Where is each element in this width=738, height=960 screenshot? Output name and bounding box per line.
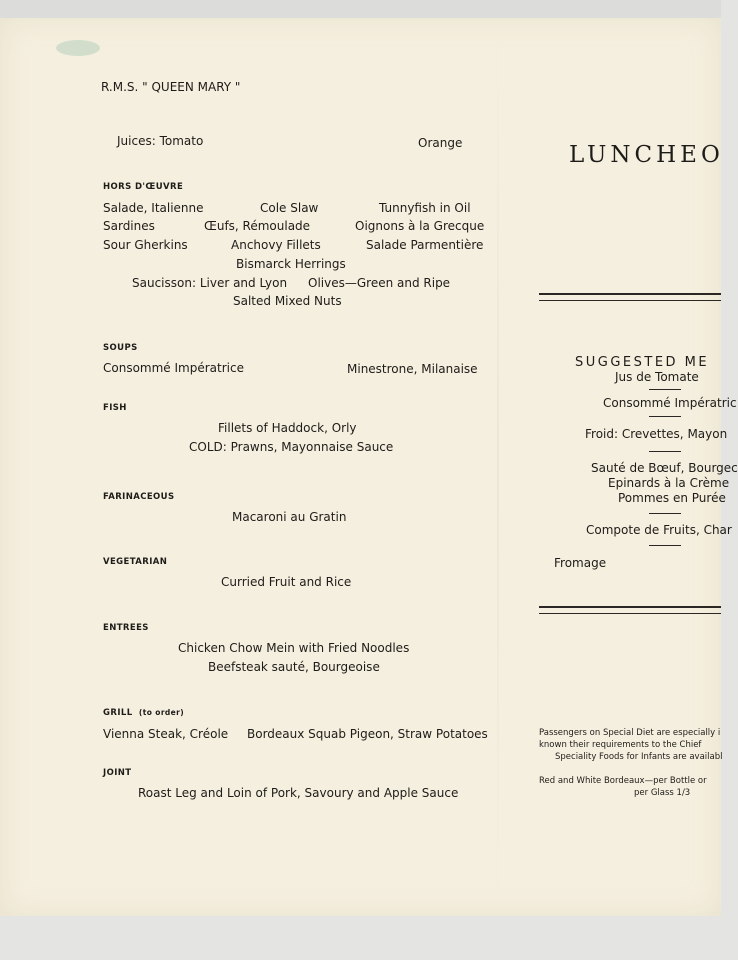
suggested-menu-heading: SUGGESTED ME: [575, 355, 710, 370]
suggested-item: Epinards à la Crème: [608, 476, 730, 490]
menu-item: Minestrone, Milanaise: [347, 362, 478, 376]
ship-name: R.M.S. " QUEEN MARY ": [101, 80, 241, 94]
suggested-item: Froid: Crevettes, Mayon: [585, 427, 728, 441]
double-rule: [539, 606, 721, 614]
juices-label: Juices: Tomato: [117, 134, 204, 148]
menu-item: Beefsteak sauté, Bourgeoise: [208, 660, 380, 674]
menu-item: Salade Parmentière: [366, 238, 484, 252]
suggested-item: Compote de Fruits, Char: [586, 523, 732, 537]
luncheon-title: LUNCHEO: [569, 142, 724, 168]
grill-heading-label: GRILL: [103, 708, 133, 718]
suggested-item: Fromage: [554, 556, 607, 570]
separator-rule: [649, 513, 681, 514]
menu-card: [0, 18, 738, 916]
section-heading-farinaceous: FARINACEOUS: [103, 492, 175, 502]
menu-item: Saucisson: Liver and Lyon: [132, 276, 288, 290]
section-heading-joint: JOINT: [103, 768, 132, 778]
menu-item: Oignons à la Grecque: [355, 219, 485, 233]
page-fold: [497, 18, 499, 916]
suggested-item: Jus de Tomate: [615, 370, 699, 384]
menu-item: Roast Leg and Loin of Pork, Savoury and Apple Sauce: [138, 786, 459, 800]
diet-note-line: Speciality Foods for Infants are availabl: [555, 752, 723, 762]
separator-rule: [649, 451, 681, 452]
menu-item: Sardines: [103, 219, 155, 233]
grill-note: (to order): [138, 708, 185, 717]
menu-item: Salade, Italienne: [103, 201, 204, 215]
separator-rule: [649, 389, 681, 390]
diet-note-line: known their requirements to the Chief: [539, 740, 702, 750]
menu-item: Cole Slaw: [260, 201, 319, 215]
menu-item: Tunnyfish in Oil: [379, 201, 471, 215]
menu-item: Salted Mixed Nuts: [233, 294, 342, 308]
scan-background: [0, 0, 721, 18]
separator-rule: [649, 416, 681, 417]
juice-orange: Orange: [418, 136, 463, 150]
menu-item: COLD: Prawns, Mayonnaise Sauce: [189, 440, 394, 454]
menu-item: Œufs, Rémoulade: [204, 219, 311, 233]
menu-item: Olives—Green and Ripe: [308, 276, 451, 290]
suggested-item: Pommes en Purée: [618, 491, 726, 505]
menu-item: Sour Gherkins: [103, 238, 188, 252]
menu-item: Consommé Impératrice: [103, 361, 244, 375]
section-heading-entrees: ENTREES: [103, 623, 149, 633]
menu-item: Chicken Chow Mein with Fried Noodles: [178, 641, 410, 655]
section-heading-vegetarian: VEGETARIAN: [103, 557, 168, 567]
section-heading-fish: FISH: [103, 403, 127, 413]
menu-item: Vienna Steak, Créole: [103, 727, 229, 741]
section-heading-hors-doeuvre: HORS D'ŒUVRE: [103, 182, 184, 192]
paper-stain: [56, 40, 100, 56]
suggested-item: Consommé Impératric: [603, 396, 737, 410]
menu-item: Macaroni au Gratin: [232, 510, 347, 524]
double-rule: [539, 293, 721, 301]
menu-item: Anchovy Fillets: [231, 238, 321, 252]
section-heading-soups: SOUPS: [103, 343, 138, 353]
menu-item: Bordeaux Squab Pigeon, Straw Potatoes: [247, 727, 488, 741]
menu-item: Curried Fruit and Rice: [221, 575, 352, 589]
wine-note-line: Red and White Bordeaux—per Bottle or: [539, 776, 707, 786]
wine-note-line: per Glass 1/3: [634, 788, 691, 798]
diet-note-line: Passengers on Special Diet are especially i: [539, 728, 721, 738]
section-heading-grill: [103, 708, 184, 718]
suggested-item: Sauté de Bœuf, Bourgec: [591, 461, 738, 475]
menu-item: Bismarck Herrings: [236, 257, 346, 271]
separator-rule: [649, 545, 681, 546]
menu-item: Fillets of Haddock, Orly: [218, 421, 357, 435]
